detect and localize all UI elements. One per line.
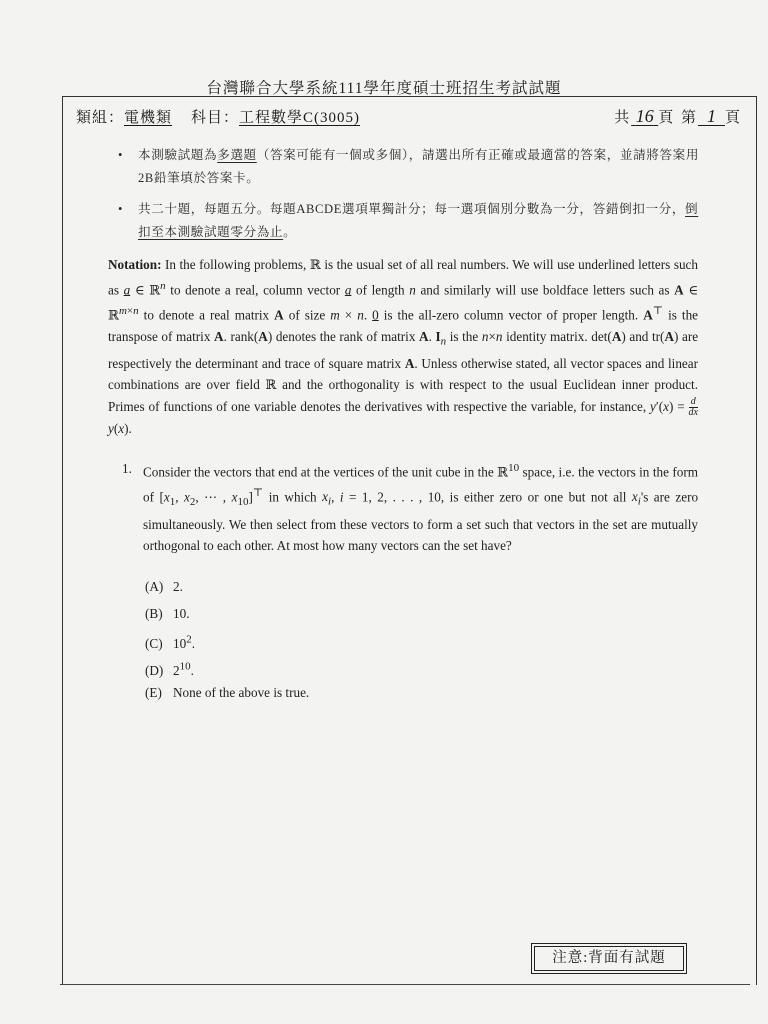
page-frame-bottom <box>60 984 750 985</box>
option-d: (D) $2^{10}$. <box>145 660 194 678</box>
category-label: 類組： <box>76 110 125 126</box>
question-1 <box>122 458 698 557</box>
header-category-subject <box>76 106 360 127</box>
instructions <box>118 144 708 252</box>
instruction-item: • 本測驗試題為多選題（答案可能有一個或多個），請選出所有正確或最適當的答案，並請將答案用2B鉛筆填於答案卡。 <box>118 144 708 190</box>
instruction-item: • 共二十題，每題五分。每題ABCDE選項單獨計分；每一選項個別分數為一分，答錯倒扣一分，倒扣至本測驗試題零分為止。 <box>118 198 708 244</box>
bullet-icon: • <box>118 202 124 216</box>
total-pages-prefix: 共 <box>614 110 632 126</box>
current-page-suffix: 頁 <box>724 110 742 126</box>
total-pages-word: 頁 <box>658 110 676 126</box>
option-d-text: $2^{10}$. <box>173 660 194 678</box>
category-value: 電機類 <box>124 110 173 126</box>
current-page: 1 <box>706 106 716 126</box>
notation-paragraph: Notation: In the following problems, ℝ is the usual set of all real numbers. We will use underlined letters such as a ∈ ℝ$^n$ to denote a real, column vector a of length n and similarly will use boldface letters such as A ∈ ℝ$^{m\times n}$ to denote a real matrix A of size m × n. 0 is the all-zero column vector of proper length. A⊤ is the transpose of matrix A. rank(A) denotes the rank of matrix A. $I_n$ is the n×n identity matrix. det(A) and tr(A) are respectively the determinant and trace of square matrix A. Unless otherwise stated, all vector spaces and linear combinations are over field ℝ and the orthogonality is with respect to the usual Euclidean inner product. Primes of functions of one variable denotes the derivatives with respective the variable, for instance, $y'(x) = \frac{d}{dx}$ y(x). <box>108 257 699 437</box>
back-page-notice: 注意:背面有試題 <box>534 946 684 971</box>
subject-value: 工程數學C(3005) <box>239 110 361 126</box>
answer-options <box>145 577 545 710</box>
total-pages: 16 <box>635 106 654 126</box>
exam-header <box>76 106 746 130</box>
option-a: (A) 2. <box>145 579 183 594</box>
exam-title: 台灣聯合大學系統111學年度碩士班招生考試試題 <box>206 80 562 97</box>
current-page-prefix: 第 <box>680 110 698 126</box>
header-page-info <box>614 106 742 127</box>
option-b: (B) 10. <box>145 605 190 621</box>
option-c-text: $10^2$. <box>173 634 195 652</box>
question-number: 1. <box>122 461 132 476</box>
option-c: (C) $10^2$. <box>145 634 195 652</box>
notation-label: Notation: <box>108 257 162 272</box>
option-e: (E) None of the above is true. <box>145 685 310 700</box>
bullet-icon: • <box>118 148 124 162</box>
subject-label: 科目： <box>191 110 240 126</box>
question-text: Consider the vectors that end at the vertices of the unit cube in the ℝ$^{10}$ space, i.e. the vectors in the form of [$x_1$, $x_2$, ⋯ , $x_{10}]^⊤$ in which $x_i$, i = 1, 2, . . . , 10, is either zero or one but not all $x_i's$ are zero simultaneously. We then select from these vectors to form a set such that vectors in the set are mutually orthogonal to each other. At most how many vectors can the set have? <box>143 462 699 554</box>
